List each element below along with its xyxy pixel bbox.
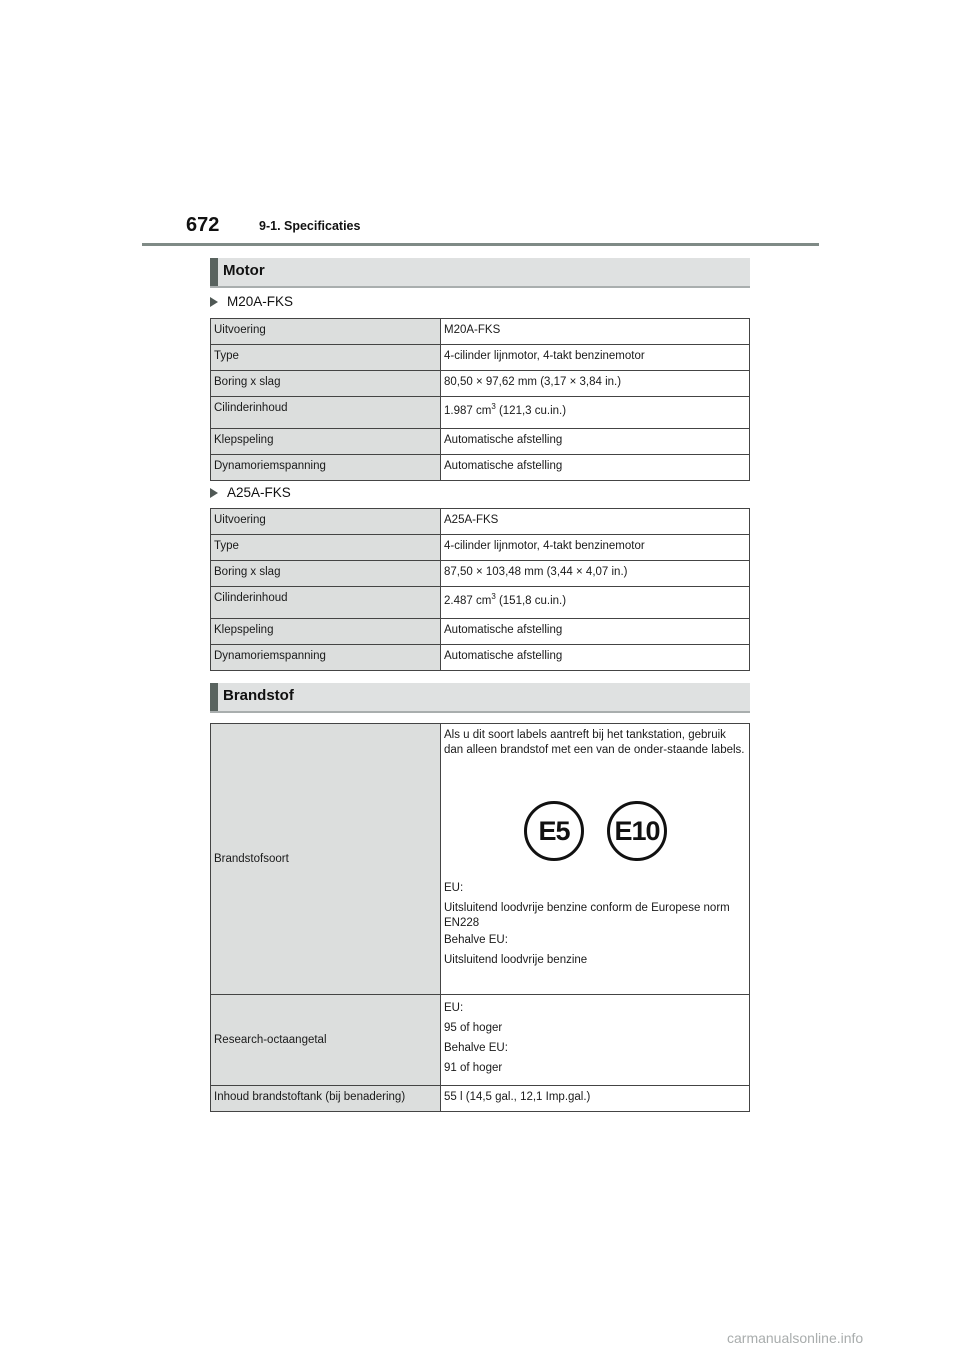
non-eu-octane-value: 91 of hoger [444,1062,503,1074]
row-label: Dynamoriemspanning [211,455,441,481]
row-label: Boring x slag [211,561,441,587]
table-row [211,619,750,645]
row-label: Dynamoriemspanning [211,645,441,671]
row-label: Uitvoering [211,319,441,345]
row-value: A25A-FKS [441,509,750,535]
row-label: Klepspeling [211,619,441,645]
eu-octane-value: 95 of hoger [444,1022,503,1034]
table-row [211,455,750,481]
displacement-exponent: 3 [491,402,496,412]
table-row [211,429,750,455]
row-label: Inhoud brandstoftank (bij benadering) [211,1086,441,1112]
row-value: Automatische afstelling [441,645,750,671]
section-header-bar [210,683,218,711]
row-value: 80,50 × 97,62 mm (3,17 × 3,84 in.) [441,371,750,397]
row-value [441,587,750,619]
table-row [211,645,750,671]
row-label: Research-octaangetal [211,995,441,1086]
row-label: Klepspeling [211,429,441,455]
fuel-label-e5-badge: E5 [524,801,584,861]
table-row [211,319,750,345]
fuel-type-cell [441,724,750,995]
table-row [211,587,750,619]
row-value: M20A-FKS [441,319,750,345]
engine-heading-label: M20A-FKS [227,294,294,309]
row-value: Automatische afstelling [441,455,750,481]
section-path: 9-1. Specificaties [259,219,361,233]
header-rule [142,243,819,246]
displacement-value-imperial: (151,8 cu.in.) [495,595,567,607]
section-header-bar [210,258,218,286]
displacement-exponent: 3 [491,592,496,602]
engine-heading-label: A25A-FKS [227,485,291,500]
row-label: Uitvoering [211,509,441,535]
row-value: 4-cilinder lijnmotor, 4-takt benzinemotor [441,345,750,371]
row-label: Type [211,535,441,561]
table-row-tank [211,1086,750,1112]
tank-capacity-value: 55 l (14,5 gal., 12,1 Imp.gal.) [441,1086,750,1112]
eu-label: EU: [444,1002,464,1014]
engine-spec-table-m20a [210,318,750,481]
table-row [211,345,750,371]
engine-heading-a25a [210,485,291,500]
arrow-right-icon [210,488,218,498]
section-header-motor [210,258,750,288]
page-number: 672 [186,214,220,236]
row-value: Automatische afstelling [441,429,750,455]
table-row-octane [211,995,750,1086]
engine-heading-m20a [210,294,293,309]
table-row [211,561,750,587]
watermark: carmanualsonline.info [727,1330,864,1346]
eu-fuel-text: Uitsluitend loodvrije benzine conform de Europese norm EN228 [444,902,730,929]
fuel-spec-table [210,723,750,1112]
section-header-brandstof [210,683,750,713]
section-title-brandstof: Brandstof [223,687,294,704]
non-eu-label: Behalve EU: [444,1042,508,1054]
engine-spec-table-a25a [210,508,750,671]
eu-label: EU: [444,882,464,894]
table-row [211,509,750,535]
row-label: Cilinderinhoud [211,397,441,429]
octane-cell [441,995,750,1086]
row-label: Brandstofsoort [211,724,441,995]
table-row [211,397,750,429]
row-value: Automatische afstelling [441,619,750,645]
displacement-value: 1.987 cm [444,405,492,417]
row-label: Type [211,345,441,371]
table-row [211,535,750,561]
row-value: 87,50 × 103,48 mm (3,44 × 4,07 in.) [441,561,750,587]
section-title-motor: Motor [223,262,265,279]
table-row-fuel-type [211,724,750,995]
fuel-intro-text: Als u dit soort labels aantreft bij het tankstation, gebruik dan alleen brandstof met een van de onder-staande labels. [444,729,745,756]
fuel-labels-illustration [444,763,746,881]
row-label: Cilinderinhoud [211,587,441,619]
arrow-right-icon [210,297,218,307]
fuel-label-e10-badge: E10 [607,801,667,861]
displacement-value: 2.487 cm [444,595,492,607]
row-value: 4-cilinder lijnmotor, 4-takt benzinemotor [441,535,750,561]
displacement-value-imperial: (121,3 cu.in.) [495,405,567,417]
row-label: Boring x slag [211,371,441,397]
row-value [441,397,750,429]
table-row [211,371,750,397]
non-eu-fuel-text: Uitsluitend loodvrije benzine [444,954,588,966]
non-eu-label: Behalve EU: [444,934,508,946]
